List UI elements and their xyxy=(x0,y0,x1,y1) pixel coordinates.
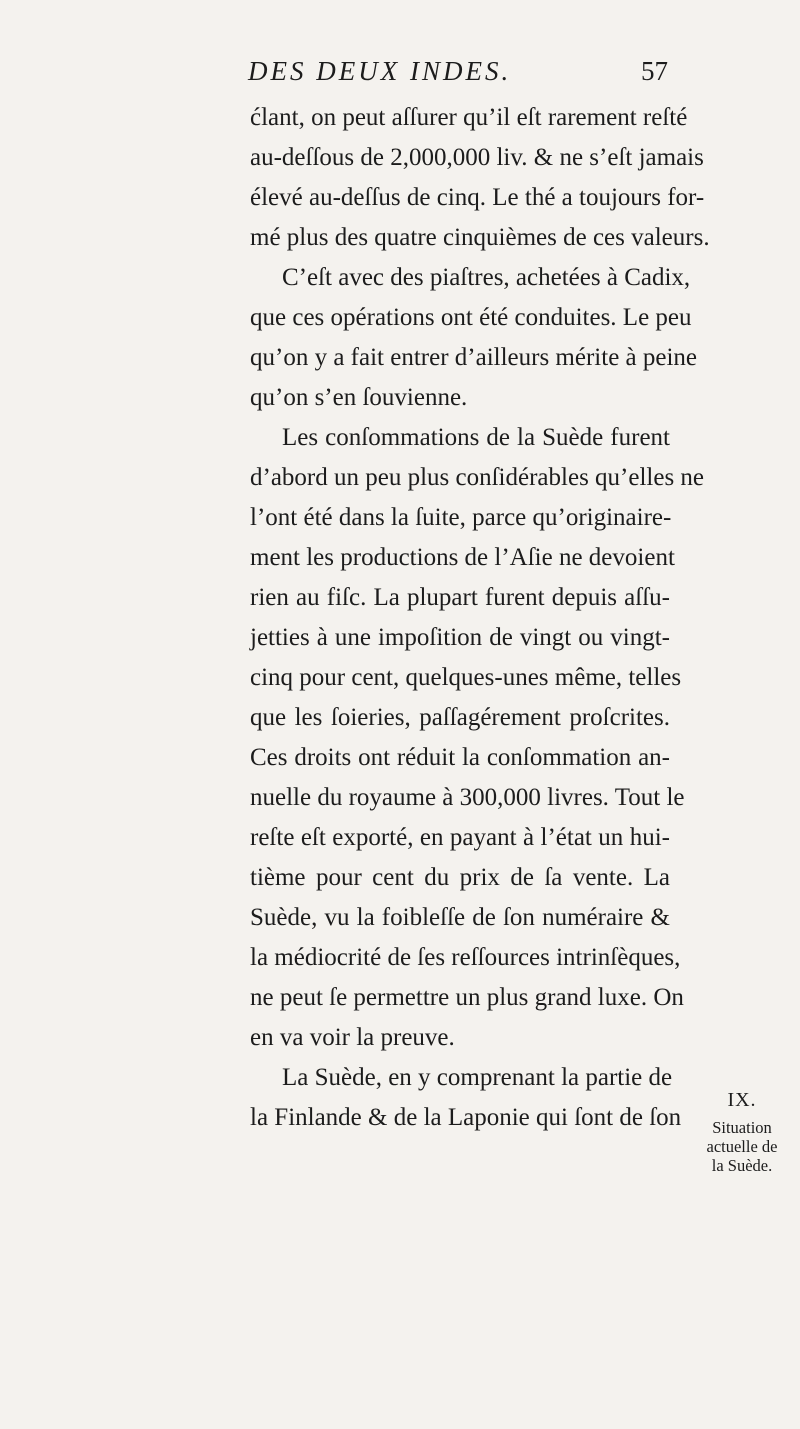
margin-note-line: Situation xyxy=(712,1118,772,1137)
text-line: la médiocrité de ſes reſſources intrinſèques, xyxy=(250,944,681,971)
text-line: qu’on y a fait entrer d’ailleurs mérite à peine xyxy=(250,344,698,371)
text-line: qu’on s’en ſouvienne. xyxy=(250,384,468,411)
body-text xyxy=(250,98,710,1138)
text-line: nuelle du royaume à 300,000 livres. Tout le xyxy=(250,784,685,811)
running-title: DES DEUX INDES. xyxy=(248,56,512,86)
page-number: 57 xyxy=(641,56,668,86)
text-line: Les conſommations de la Suède furent xyxy=(282,424,670,451)
text-line: l’ont été dans la ſuite, parce qu’originaire- xyxy=(250,504,672,531)
text-line: au-deſſous de 2,000,000 liv. & ne s’eſt jamais xyxy=(250,144,704,171)
text-line: ćlant, on peut aſſurer qu’il eſt rarement reſté xyxy=(250,104,688,131)
text-line: rien au fiſc. La plupart furent depuis aſſu- xyxy=(250,584,670,611)
text-line: ment les productions de l’Aſie ne devoient xyxy=(250,544,675,571)
text-line: Ces droits ont réduit la conſommation an- xyxy=(250,744,670,771)
text-line: ne peut ſe permettre un plus grand luxe. On xyxy=(250,984,684,1011)
text-line: La Suède, en y comprenant la partie de xyxy=(282,1064,673,1091)
text-line: C’eſt avec des piaſtres, achetées à Cadix, xyxy=(282,264,691,291)
text-line: Suède, vu la foibleſſe de ſon numéraire & xyxy=(250,904,670,931)
section-number: IX. xyxy=(727,1089,757,1111)
margin-note xyxy=(692,1089,792,1175)
text-line: la Finlande & de la Laponie qui ſont de ſon xyxy=(250,1104,682,1131)
text-line: reſte eſt exporté, en payant à l’état un hui- xyxy=(250,824,670,851)
text-line: mé plus des quatre cinquièmes de ces valeurs. xyxy=(250,224,710,251)
text-line: tième pour cent du prix de ſa vente. La xyxy=(250,864,670,891)
text-line: que les ſoieries, paſſagérement proſcrites. xyxy=(250,704,670,731)
text-line: cinq pour cent, quelques-unes même, telles xyxy=(250,664,682,691)
text-line: que ces opérations ont été conduites. Le peu xyxy=(250,304,692,331)
text-line: d’abord un peu plus conſidérables qu’elles ne xyxy=(250,464,705,491)
margin-note-line: la Suède. xyxy=(711,1156,773,1175)
margin-note-line: actuelle de xyxy=(706,1137,778,1156)
text-line: élevé au-deſſus de cinq. Le thé a toujours for- xyxy=(250,184,705,211)
text-line: en va voir la preuve. xyxy=(250,1024,455,1051)
text-line: jetties à une impoſition de vingt ou vingt- xyxy=(250,624,670,651)
